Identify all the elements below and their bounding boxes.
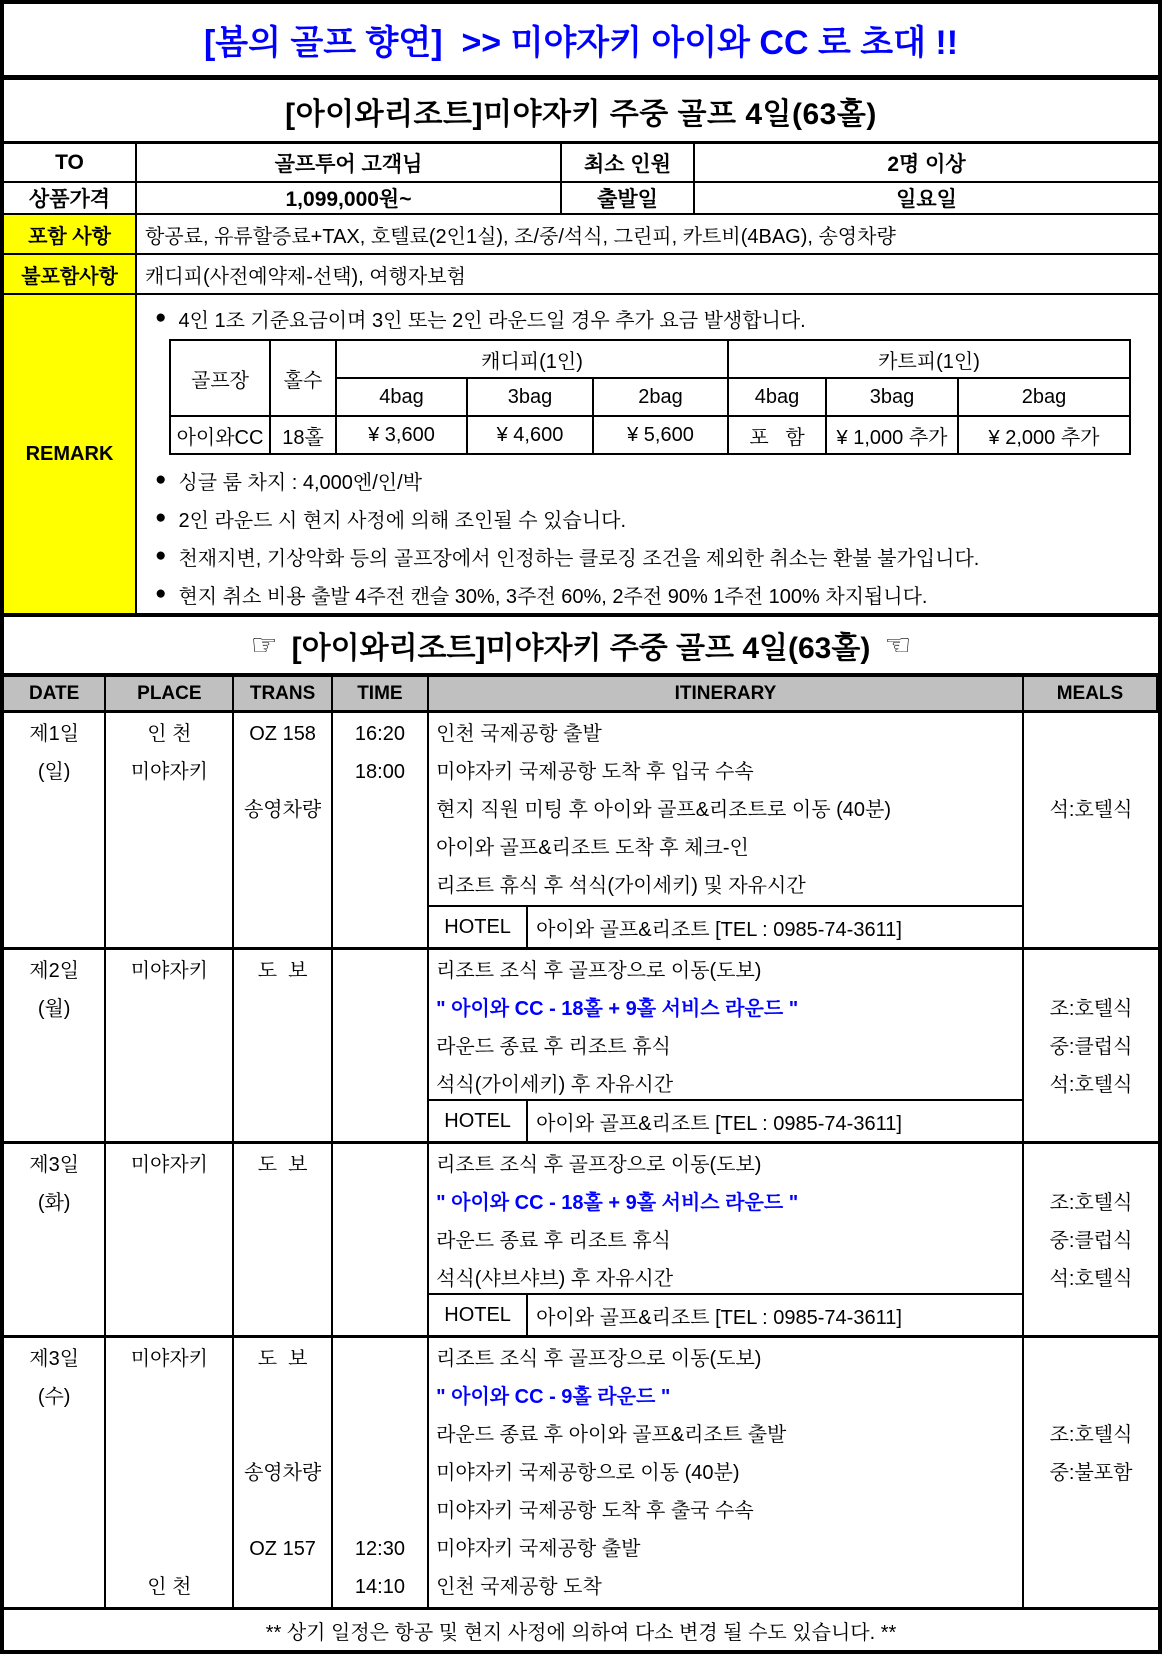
caddy-4bag-fee: ¥ 3,600 xyxy=(336,416,467,454)
exclude-label: 불포함사항 xyxy=(4,255,137,293)
header-place: PLACE xyxy=(106,677,234,710)
time-cell-lines xyxy=(333,950,427,1141)
remark-bullet-text: 싱글 룸 차지 : 4,000엔/인/박 xyxy=(178,471,422,494)
fee-course-header: 골프장 xyxy=(170,340,270,416)
trans-line xyxy=(234,1492,330,1530)
include-row xyxy=(4,215,1158,255)
trans-line: 송영차량 xyxy=(243,799,322,821)
include-label: 포함 사항 xyxy=(4,215,137,253)
date-line: 제3일 xyxy=(29,1154,80,1176)
cart-2bag-fee: ¥ 2,000 추가 xyxy=(958,416,1130,454)
remark-label: REMARK xyxy=(4,295,137,613)
meals-cell xyxy=(1024,1144,1158,1335)
header-time: TIME xyxy=(333,677,429,710)
meal-line: 조:호텔식 xyxy=(1049,1424,1133,1446)
trans-cell xyxy=(234,713,332,947)
itinerary-line: 인천 국제공항 출발 xyxy=(436,723,602,745)
header-trans: TRANS xyxy=(234,677,332,710)
remark-bullet xyxy=(145,575,1152,613)
itinerary-line: " 아이와 CC - 18홀 + 9홀 서비스 라운드 " xyxy=(436,998,799,1020)
meal-line: 조:호텔식 xyxy=(1049,998,1133,1020)
itinerary-line: 라운드 종료 후 아이와 골프&리조트 출발 xyxy=(436,1424,787,1446)
itinerary-days xyxy=(4,713,1158,1607)
itinerary-line: 미야자키 국제공항 출발 xyxy=(436,1538,641,1560)
caddy-3bag-header: 3bag xyxy=(467,378,593,416)
info-row-to xyxy=(4,144,1158,183)
trans-cell-lines xyxy=(234,713,330,947)
place-line: 미야자키 xyxy=(130,1348,208,1370)
place-cell xyxy=(106,950,234,1141)
itinerary-lines xyxy=(429,950,1022,1099)
trans-cell xyxy=(234,1338,332,1607)
date-line: (화) xyxy=(37,1192,71,1214)
trans-line xyxy=(234,1416,330,1454)
meal-line: 석:호텔식 xyxy=(1049,1268,1133,1290)
include-value: 항공료, 유류할증료+TAX, 호텔료(2인1실), 조/중/석식, 그린피, 카트비(4BAG), 송영차량 xyxy=(145,225,896,248)
caddy-4bag-header: 4bag xyxy=(336,378,467,416)
date-line: (월) xyxy=(37,998,71,1020)
itinerary-line: 미야자키 국제공항 도착 후 출국 수속 xyxy=(436,1500,754,1522)
meal-line: 중:클럽식 xyxy=(1049,1230,1133,1252)
day-block-3 xyxy=(4,1141,1158,1335)
date-cell xyxy=(4,950,106,1141)
itinerary-line: 리조트 조식 후 골프장으로 이동(도보) xyxy=(436,1348,762,1370)
date-cell xyxy=(4,713,106,947)
fee-table xyxy=(169,339,1131,455)
meals-cell-lines xyxy=(1024,1338,1158,1607)
departure-label: 출발일 xyxy=(562,183,695,213)
date-line: 제2일 xyxy=(29,960,80,982)
meal-line xyxy=(1024,1146,1158,1184)
meal-line xyxy=(1024,1340,1158,1378)
place-line: 미야자키 xyxy=(130,1154,208,1176)
trans-line: 도 보 xyxy=(257,1154,308,1176)
trans-cell xyxy=(234,950,332,1141)
time-cell-lines xyxy=(333,713,427,947)
meal-line xyxy=(1024,867,1158,905)
cart-2bag-header: 2bag xyxy=(958,378,1130,416)
day-block-2 xyxy=(4,947,1158,1141)
time-line: 18:00 xyxy=(354,761,405,783)
remark-intro-text: 4인 1조 기준요금이며 3인 또는 2인 라운드일 경우 추가 요금 발생합니다. xyxy=(178,309,806,332)
date-cell xyxy=(4,1338,106,1607)
cart-4bag-header: 4bag xyxy=(728,378,826,416)
itinerary-line: 인천 국제공항 도착 xyxy=(436,1576,602,1598)
meal-line: 석:호텔식 xyxy=(1049,799,1133,821)
fee-caddy-header: 캐디피(1인) xyxy=(336,340,728,378)
min-people-value: 2명 이상 xyxy=(887,152,966,176)
meal-line: 중:불포함 xyxy=(1049,1462,1133,1484)
time-line: 14:10 xyxy=(354,1576,405,1598)
time-cell xyxy=(333,713,429,947)
trans-cell-lines xyxy=(234,1338,330,1607)
date-line: (일) xyxy=(37,761,71,783)
date-line: 제3일 xyxy=(29,1348,80,1370)
bullet-icon: ● xyxy=(155,583,167,604)
bullet-icon: ● xyxy=(155,469,167,490)
itinerary-line: 석식(가이세키) 후 자유시간 xyxy=(436,1074,674,1096)
time-cell-lines xyxy=(333,1338,427,1607)
remark-bullet-text: 2인 라운드 시 현지 사정에 의해 조인될 수 있습니다. xyxy=(178,509,627,532)
date-line: 제1일 xyxy=(29,723,80,745)
time-line xyxy=(333,1340,427,1378)
time-line xyxy=(333,1454,427,1492)
remark-bullet xyxy=(145,537,1152,575)
meal-line: 조:호텔식 xyxy=(1049,1192,1133,1214)
date-cell xyxy=(4,1144,106,1335)
price-value: 1,099,000원~ xyxy=(137,183,562,213)
trans-line xyxy=(234,1378,330,1416)
meal-line xyxy=(1024,829,1158,867)
time-cell xyxy=(333,1144,429,1335)
remark-bullet xyxy=(145,499,1152,537)
place-cell xyxy=(106,713,234,947)
day-block-1 xyxy=(4,713,1158,947)
remark-intro xyxy=(145,301,1152,335)
place-line: 인 천 xyxy=(147,1576,192,1598)
itinerary-line: 미야자키 국제공항으로 이동 (40분) xyxy=(436,1462,740,1484)
hotel-row xyxy=(429,1293,1022,1335)
itinerary-line: 석식(샤브샤브) 후 자유시간 xyxy=(436,1268,674,1290)
itinerary-title: [아이와리조트]미야자키 주중 골프 4일(63홀) xyxy=(291,632,871,665)
time-cell xyxy=(333,1338,429,1607)
fee-holes-value: 18홀 xyxy=(270,416,336,454)
trans-line: 도 보 xyxy=(257,960,308,982)
itinerary-cell xyxy=(429,1338,1024,1607)
itinerary-line: " 아이와 CC - 9홀 라운드 " xyxy=(436,1386,671,1408)
bullet-icon: ● xyxy=(155,545,167,566)
trans-line: OZ 158 xyxy=(249,723,316,745)
to-value: 골프투어 고객님 xyxy=(137,144,562,181)
hotel-label: HOTEL xyxy=(429,1101,528,1141)
itinerary-lines xyxy=(429,713,1022,905)
itinerary-lines xyxy=(429,1338,1022,1607)
place-line: 미야자키 xyxy=(130,960,208,982)
place-line xyxy=(106,1530,232,1568)
caddy-2bag-header: 2bag xyxy=(593,378,728,416)
time-line xyxy=(333,1416,427,1454)
bullet-icon: ● xyxy=(155,507,167,528)
header-itinerary: ITINERARY xyxy=(429,677,1024,710)
meal-line xyxy=(1024,1378,1158,1416)
remark-bullet xyxy=(145,461,1152,499)
meals-cell xyxy=(1024,950,1158,1141)
departure-value: 일요일 xyxy=(896,188,957,211)
remark-bullets xyxy=(145,461,1152,613)
meals-cell-lines xyxy=(1024,713,1158,947)
meal-line xyxy=(1024,715,1158,753)
date-cell-lines xyxy=(4,713,104,947)
trans-line xyxy=(234,1568,330,1606)
place-cell xyxy=(106,1338,234,1607)
place-cell-lines xyxy=(106,713,232,947)
caddy-3bag-fee: ¥ 4,600 xyxy=(467,416,593,454)
trans-cell-lines xyxy=(234,950,330,1141)
date-cell-lines xyxy=(4,1338,104,1607)
meal-line xyxy=(1024,753,1158,791)
place-line: 인 천 xyxy=(147,723,192,745)
meals-cell-lines xyxy=(1024,1144,1158,1335)
time-cell xyxy=(333,950,429,1141)
remark-bullet-text: 천재지변, 기상악화 등의 골프장에서 인정하는 클로징 조건을 제외한 취소는 환불 불가입니다. xyxy=(178,547,980,570)
place-line xyxy=(106,1492,232,1530)
remark-content xyxy=(137,295,1158,613)
itinerary-line: 미야자키 국제공항 도착 후 입국 수속 xyxy=(436,761,754,783)
itinerary-line: 현지 직원 미팅 후 아이와 골프&리조트로 이동 (40분) xyxy=(436,799,891,821)
header-meals: MEALS xyxy=(1024,677,1158,710)
meals-cell xyxy=(1024,713,1158,947)
remark-row xyxy=(4,295,1158,613)
meal-line xyxy=(1024,1568,1158,1606)
itinerary-line: 라운드 종료 후 리조트 휴식 xyxy=(436,1036,671,1058)
date-cell-lines xyxy=(4,950,104,1141)
banner-title: [봄의 골프 향연] >> 미야자키 아이와 CC 로 초대 !! xyxy=(4,4,1158,80)
itinerary-line: 리조트 휴식 후 석식(가이세키) 및 자유시간 xyxy=(436,875,806,897)
header-date: DATE xyxy=(4,677,106,710)
trans-line xyxy=(234,753,330,791)
place-cell-lines xyxy=(106,1144,232,1335)
day-block-4 xyxy=(4,1335,1158,1607)
place-line xyxy=(106,1454,232,1492)
time-line xyxy=(333,1378,427,1416)
fee-course-value: 아이와CC xyxy=(170,416,270,454)
hotel-label: HOTEL xyxy=(429,907,528,947)
place-cell-lines xyxy=(106,950,232,1141)
meal-line xyxy=(1024,1530,1158,1568)
meal-line xyxy=(1024,1492,1158,1530)
itinerary-line: 리조트 조식 후 골프장으로 이동(도보) xyxy=(436,960,762,982)
place-line: 미야자키 xyxy=(130,761,208,783)
itinerary-cell xyxy=(429,950,1024,1141)
bullet-icon: ● xyxy=(155,307,167,328)
document-footer: ** 상기 일정은 항공 및 현지 사정에 의하여 다소 변경 될 수도 있습니다. ** xyxy=(4,1607,1158,1650)
itinerary-cell xyxy=(429,1144,1024,1335)
meal-line xyxy=(1024,952,1158,990)
caddy-2bag-fee: ¥ 5,600 xyxy=(593,416,728,454)
price-label: 상품가격 xyxy=(4,183,137,213)
time-cell-lines xyxy=(333,1144,427,1335)
place-line xyxy=(106,1378,232,1416)
itinerary-cell xyxy=(429,713,1024,947)
trans-line: OZ 157 xyxy=(249,1538,316,1560)
hotel-row xyxy=(429,905,1022,947)
meal-line: 중:클럽식 xyxy=(1049,1036,1133,1058)
time-line: 12:30 xyxy=(354,1538,405,1560)
meals-cell-lines xyxy=(1024,950,1158,1141)
itinerary-header-row xyxy=(4,677,1158,713)
time-line: 16:20 xyxy=(354,723,405,745)
hotel-row xyxy=(429,1099,1022,1141)
place-cell-lines xyxy=(106,1338,232,1607)
hotel-name-and-tel: 아이와 골프&리조트 [TEL : 0985-74-3611] xyxy=(536,1306,902,1329)
trans-line: 송영차량 xyxy=(243,1462,322,1484)
meals-cell xyxy=(1024,1338,1158,1607)
date-cell-lines xyxy=(4,1144,104,1335)
trans-cell-lines xyxy=(234,1144,330,1335)
cart-3bag-fee: ¥ 1,000 추가 xyxy=(826,416,958,454)
to-label: TO xyxy=(4,144,137,181)
place-line xyxy=(106,1416,232,1454)
fee-cart-header: 카트피(1인) xyxy=(728,340,1130,378)
cart-4bag-fee: 포 함 xyxy=(728,416,826,454)
itinerary-line: 아이와 골프&리조트 도착 후 체크-인 xyxy=(436,837,749,859)
itinerary-title-row xyxy=(4,613,1158,677)
hotel-name-and-tel: 아이와 골프&리조트 [TEL : 0985-74-3611] xyxy=(536,918,902,941)
hotel-label: HOTEL xyxy=(429,1295,528,1335)
trans-cell xyxy=(234,1144,332,1335)
meal-line: 석:호텔식 xyxy=(1049,1074,1133,1096)
hotel-name-and-tel: 아이와 골프&리조트 [TEL : 0985-74-3611] xyxy=(536,1112,902,1135)
itinerary-line: 라운드 종료 후 리조트 휴식 xyxy=(436,1230,671,1252)
itinerary-lines xyxy=(429,1144,1022,1293)
date-line: (수) xyxy=(37,1386,71,1408)
exclude-value: 캐디피(사전예약제-선택), 여행자보험 xyxy=(145,265,466,288)
pointing-right-hand-icon: ☞ xyxy=(250,628,278,662)
product-title: [아이와리조트]미야자키 주중 골프 4일(63홀) xyxy=(4,80,1158,144)
itinerary-line: " 아이와 CC - 18홀 + 9홀 서비스 라운드 " xyxy=(436,1192,799,1214)
time-line xyxy=(333,1492,427,1530)
fee-holes-header: 홀수 xyxy=(270,340,336,416)
place-cell xyxy=(106,1144,234,1335)
info-row-price xyxy=(4,183,1158,215)
remark-bullet-text: 현지 취소 비용 출발 4주전 캔슬 30%, 3주전 60%, 2주전 90% 1주전 100% 차지됩니다. xyxy=(178,585,928,608)
exclude-row xyxy=(4,255,1158,295)
cart-3bag-header: 3bag xyxy=(826,378,958,416)
itinerary-line: 리조트 조식 후 골프장으로 이동(도보) xyxy=(436,1154,762,1176)
trans-line: 도 보 xyxy=(257,1348,308,1370)
pointing-left-hand-icon: ☜ xyxy=(884,628,912,662)
min-people-label: 최소 인원 xyxy=(562,144,695,181)
